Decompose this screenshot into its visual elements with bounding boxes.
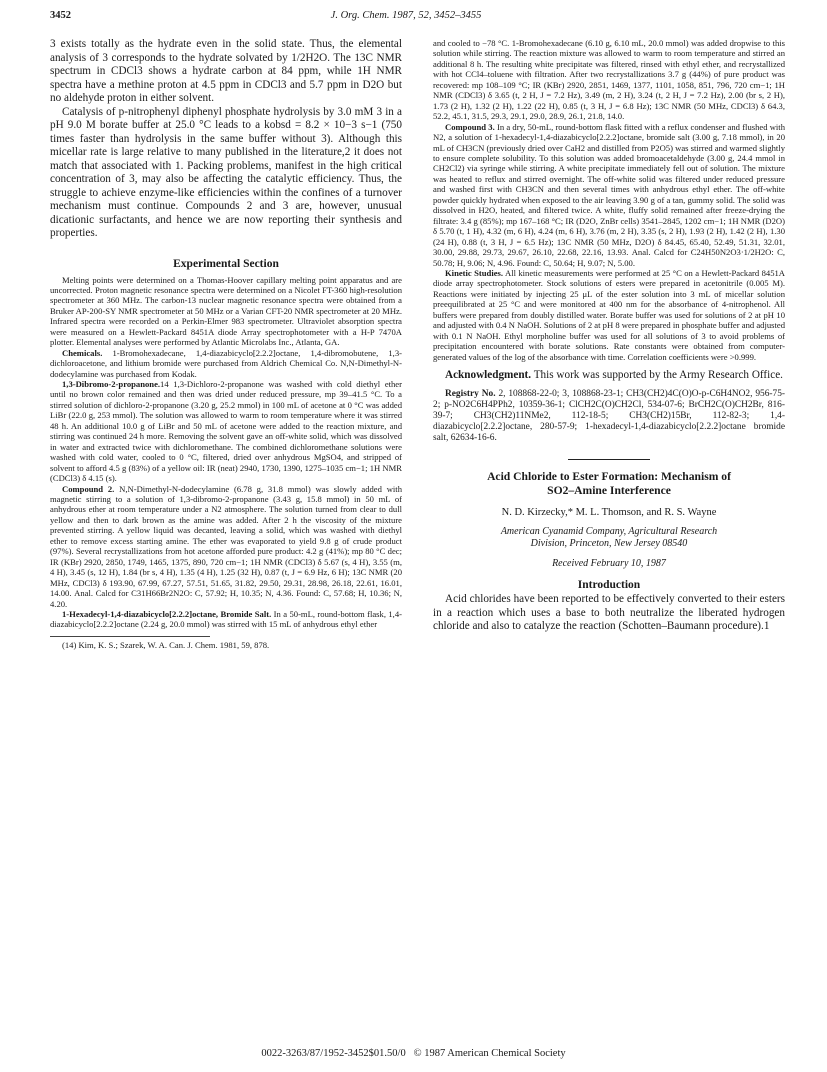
chemicals-body: 1-Bromohexadecane, 1,4-diazabicyclo[2.2.2]octane, 1,4-dibromobutene, 1,3-dichloroacetone, and lithium bromide were purchased from Aldrich Chemical Co. N,N-Dimethyl-N-dodecylamine was purchased from Kodak. (50, 347, 402, 379)
affiliation-line-1: American Cyanamid Company, Agricultural Research (500, 525, 718, 537)
dibromo-title: 1,3-Dibromo-2-propanone. (62, 379, 161, 390)
article-title-line-2: SO2–Amine Interference (547, 483, 671, 497)
introduction-paragraph: Acid chlorides have been reported to be effectively converted to their esters in a reaction which uses a base to both neutralize the liberated hydrogen chloride and also to catalyze the reaction (Schotten–Baumann procedure).1 (433, 593, 785, 633)
footnote-rule (50, 636, 210, 637)
issn-code: 0022-3263/87/1952-3452$01.50/0 (261, 1048, 406, 1059)
acknowledgment-paragraph (433, 369, 785, 383)
compound-3-paragraph (433, 122, 785, 268)
intro-paragraph-2: Catalysis of p-nitrophenyl diphenyl phosphate hydrolysis by 3.0 mM 3 in a pH 9.0 M borate buffer at 25.0 °C leads to a kobsd = 8.2 × 10−3 s−1 (750 times faster than hydrolysis in the same buffer without 3). Although this micellar rate is large relative to many published in the literature,2 it does not match that associated with 1. Packing problems, manifest in the high critical concentration of 3, may also be affecting the catalytic efficiency. Thus, the struggle to achieve enzyme-like efficiencies within the confines of a turnover mechanism must continue. Compounds 2 and 3 are, however, unusual dicationic surfactants, and hence we are now reporting their synthesis and properties. (50, 105, 402, 239)
footnote-14: (14) Kim, K. S.; Szarek, W. A. Can. J. Chem. 1981, 59, 878. (62, 639, 270, 650)
registry-body: 2, 108868-22-0; 3, 108868-23-1; CH3(CH2)4C(O)O-p-C6H4NO2, 956-75-2; p-NO2C6H4PPh2, 10359-36-1; ClCH2C(O)CH2Cl, 534-07-6; BrCH2C(O)CH2Br, 816-39-7; CH3(CH2)11NMe2, 112-18-5; CH3(CH2)15Br, 112-82-3; 1,4-diazabicyclo[2.2.2]octane, 280-57-9; 1-hexadecyl-1,4-diazabicyclo[2.2.2]octane bromide salt, 62634-16-6. (433, 388, 785, 444)
hexadecyl-paragraph (50, 609, 402, 630)
kinetic-title: Kinetic Studies. (445, 267, 504, 278)
page-number: 3452 (50, 10, 71, 21)
hexadecyl-title: 1-Hexadecyl-1,4-diazabicyclo[2.2.2]octane, Bromide Salt. (62, 609, 272, 619)
copyright: © 1987 American Chemical Society (413, 1048, 566, 1059)
article-separator (568, 459, 650, 460)
registry-title: Registry No. (445, 388, 496, 399)
kinetic-paragraph (433, 268, 785, 362)
experimental-heading: Experimental Section (173, 257, 279, 270)
intro-paragraph-1: 3 exists totally as the hydrate even in the solid state. Thus, the elemental analysis of 3 corresponds to the hydrate solvated by 1/2H2O. The 13C NMR spectrum in CDCl3 shows a hydrate carbon at 84 ppm, while 1H NMR spectra have a methine proton at 4.5 ppm in CDCl3 and 5.7 ppm in D2O but no aldehyde proton in either solvent. (50, 38, 402, 104)
affiliation-line-2: Division, Princeton, New Jersey 08540 (530, 538, 688, 550)
compound-2-body: N,N-Dimethyl-N-dodecylamine (6.78 g, 31.8 mmol) was slowly added with magnetic stirring to a solution of 1,3-dibromo-2-propanone (3.43 g, 15.8 mmol) in 50 mL of anhydrous ether at room temperature under a N2 atmosphere. The solution turned from clear to dull yellow and then to dark brown as the amine was added. After 2 h the viscosity of the mixture prevented stirring. A yellow liquid was decanted, leaving a solid, which was washed with diethyl ether to remove excess starting amine. The ether was evaporated to yield 9.8 g of crude product (97%). Several recrystallizations from hot acetone afforded pure product: 4.2 g (41%); mp 80 °C dec; IR (KBr) 2920, 2850, 1749, 1465, 1375, 890, 720 cm−1; 1H NMR (CDCl3) δ 5.67 (s, 4 H), 3.55 (m, 4 H), 3.45 (s, 12 H), 1.84 (br s, 4 H), 1.35 (4 H), 1.25 (32 H), 0.87 (t, J = 6.9 Hz, 6 H); 13C NMR (20 MHz, CDCl3) δ 193.90, 67.99, 67.27, 57.51, 51.65, 31.82, 29.50, 29.31, 28.98, 26.18, 22.61, 16.01, 14.00. Anal. Calcd for C31H66Br2N2O: C, 57.92; H, 10.35; N, 4.36. Found: C, 57.68; H, 10.36; N, 4.20. (50, 483, 402, 609)
dibromo-body: 14 1,3-Dichloro-2-propanone was washed with cold diethyl ether until no brown color remained and then was dried under reduced pressure, mp 39–41.5 °C. To a stirred solution of dichloro-2-propanone (3.20 g, 25.2 mmol) in 100 mL of acetone at 0 °C was added LiBr (22.0 g, 253 mmol). The solution was allowed to warm to room temperature where it was stirred 48 h. An additional 10.0 g of LiBr and 50 mL of acetone were added to the reaction mixture, and stirring was continued 24 h more. Removing the solvent gave an off-white solid, which was dissolved in water and extracted twice with dichloromethane. The combined dichloromethane solutions were washed with cold water, cooled to 0 °C, filtered, dried over anhydrous MgSO4, and stripped of solvent to afford 4.5 g (83%) of a yellow oil: IR (neat) 2940, 1730, 1390, 1275–1035 cm−1; 1H NMR (CDCl3) δ 4.15 (s). (50, 379, 402, 484)
chemicals-title: Chemicals. (62, 347, 103, 358)
acknowledgment-body: This work was supported by the Army Research Office. (533, 369, 783, 382)
compound-3-body: In a dry, 50-mL, round-bottom flask fitted with a reflux condenser and flushed with N2, a solution of 1-hexadecyl-1,4-diazabicyclo[2.2.2]octane, bromide salt (3.00 g, 7.18 mmol), in 20 mL of CH3CN (previously dried over CaH2 and distilled from P2O5) was stirred and warmed slightly to ensure complete solubility. To this solution was added bromoacetaldehyde (3.00 g, 24.4 mmol in CH2Cl2) via syringe while stirring. A white precipitate immediately fell out of solution. The mixture was heated to reflux and stirred overnight. The off-white solid was filtered under reduced pressure and washed first with CH3CN and then several times with anhydrous ethyl ether. The off-white powder quickly hydrated when exposed to the air leaving 3.90 g of a tan, gummy solid. The solid was dissolved in H2O, heated, and filtered twice. A white, fluffy solid remained after freeze-drying the filtrate: 3.4 g (85%); mp 167–168 °C; IR (D2O, ZnBr cells) 3541–2845, 1202 cm−1; 1H NMR (D2O) δ 5.70 (t, 1 H), 4.32 (m, 6 H), 4.24 (m, 6 H), 3.76 (m, 2 H), 3.35 (s, 2 H), 1.93 (2 H), 1.42 (2 H), 1.30 (24 H), 0.88 (t, 3 H, J = 6.5 Hz); 13C NMR (50 MHz, D2O) δ 84.45, 65.40, 52.49, 51.31, 32.01, 30.00, 29.88, 29.73, 29.67, 26.10, 22.68, 22.16, 13.93. Anal. Calcd for C24H50N2O3·1/2H2O: C, 50.78; H, 9.06; N, 4.96. Found: C, 50.64; H, 9.07; N, 5.00. (433, 121, 785, 268)
experimental-paragraph: Melting points were determined on a Thomas-Hoover capillary melting point apparatus and are uncorrected. Proton magnetic resonance spectra were determined on a Nicolet FT-360 high-resolution spectrometer at 360 MHz. The carbon-13 nuclear magnetic resonance spectra were obtained from a Bruker AP-200-SY NMR spectrometer at 50 MHz or a Varian CFT-20 NMR spectrometer at 20 MHz. Infrared spectra were recorded on a Perkin-Elmer 983 spectrometer. Ultraviolet absorption spectra were measured on a Hewlett-Packard 8451A diode Array spectrophotometer with a H-P 7470A plotter. Elemental analyses were performed by Atlantic Microlabs Inc., Atlanta, GA. (50, 274, 402, 348)
registry-paragraph (433, 389, 785, 445)
dibromo-paragraph (50, 379, 402, 484)
compound-2-title: Compound 2. (62, 483, 115, 494)
hexadecyl-body: In a 50-mL, round-bottom flask, 1,4-diazabicyclo[2.2.2]octane (2.24 g, 20.0 mmol) was stirred with 15 mL of anhydrous ethyl ether (50, 609, 402, 630)
introduction-heading: Introduction (577, 579, 641, 592)
left-column (50, 38, 402, 650)
kinetic-body: All kinetic measurements were performed at 25 °C on a Hewlett-Packard 8451A diode array spectrophotometer. Stock solutions of esters were prepared in acetonitrile (0.005 M). Reactions were initiated by injecting 25 μL of the ester solution into 3 mL of micellar solution preequilibrated at 25 °C and were monitored at 400 nm for the absorbance of 4-nitrophenol. All buffers were prepared from doubly distilled water. Borate buffer was used for solutions of 2 at pH 10 and adjusted with 0.4 N NaOH. Solutions of 2 at pH 8 were prepared in phosphate buffer and adjusted with 0.1 N NaOH. Ethyl morpholine buffer was used for all solutions of 3 to avoid problems of precipitation encountered with borate solutions. Rate constants were obtained from computer-generated values of the log of the absorbance with time. Correlation coefficients were >0.999. (433, 267, 785, 362)
journal-citation: J. Org. Chem. 1987, 52, 3452–3455 (330, 10, 482, 21)
right-column (433, 38, 785, 634)
received-date: Received February 10, 1987 (552, 557, 666, 569)
compound-2-paragraph (50, 484, 402, 609)
continuation-paragraph: and cooled to −78 °C. 1-Bromohexadecane (6.10 g, 6.10 mL, 20.0 mmol) was added dropwise to this solution while stirring. The reaction mixture was allowed to warm to room temperature and stirred an additional 8 h. The resulting white precipitate was filtered, rinsed with ethyl ether, and recrystallized with hot CCl4–toluene with filtration. After two recrystallizations 3.7 g (44%) of pure product was recovered: mp 108–109 °C; IR (KBr) 2920, 2851, 1469, 1377, 1101, 1058, 851, 796, 720 cm−1; 1H NMR (CDCl3) δ 3.65 (t, 2 H, J = 7.2 Hz), 3.49 (m, 2 H), 3.24 (t, 2 H, J = 7.2 Hz), 2.00 (br s, 2 H), 1.73 (2 H), 1.32 (2 H), 1.22 (22 H), 0.85 (t, 3 H, J = 6.8 Hz); 13C NMR (50 MHz, CDCl3) δ 64.3, 52.2, 45.1, 31.5, 29.3, 29.1, 29.0, 28.9, 26.1, 21.8, 14.0. (433, 38, 785, 122)
chemicals-paragraph (50, 348, 402, 379)
page-header (50, 10, 762, 24)
compound-3-title: Compound 3. (445, 121, 495, 132)
authors: N. D. Kirzecky,* M. L. Thomson, and R. S. Wayne (501, 506, 717, 518)
acknowledgment-title: Acknowledgment. (445, 369, 532, 382)
article-title-line-1: Acid Chloride to Ester Formation: Mechanism of (487, 469, 731, 483)
page-footer (0, 1048, 827, 1059)
